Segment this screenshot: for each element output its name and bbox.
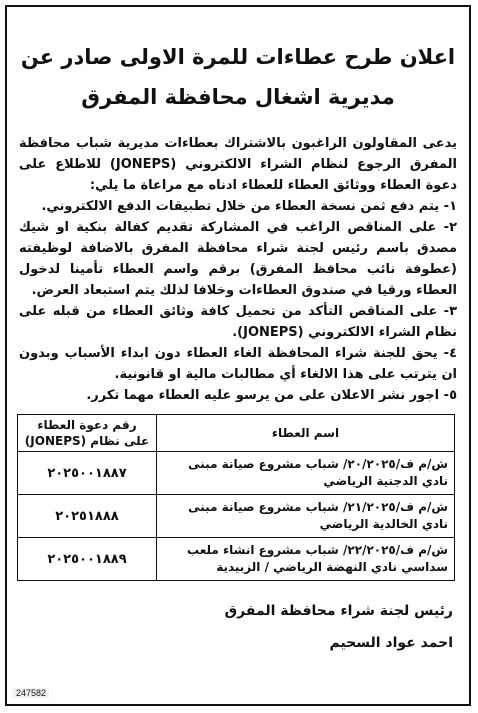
- conditions-list: [19, 196, 457, 406]
- condition-item: ٥- اجور نشر الاعلان على من يرسو عليه العطاء مهما تكرر.: [86, 388, 457, 403]
- table-row: [18, 538, 455, 581]
- announcement-frame: [5, 5, 471, 706]
- condition-item: ١- يتم دفع ثمن نسخة العطاء من خلال تطبيقات الدفع الالكتروني.: [41, 199, 457, 214]
- condition-item: ٣- على المناقص التأكد من تحميل كافة وثائق العطاء من قبله على نظام الشراء الالكتروني (JONEPS).: [19, 304, 457, 340]
- tender-name: ش/م ف/٢٢/٢٠٢٥/ شباب مشروع انشاء ملعب سداسي نادي النهضة الرياضي / الزبيدية: [157, 538, 455, 581]
- table-header-row: [18, 415, 455, 452]
- intro-paragraph: يدعى المقاولون الراغبون بالاشتراك بعطاءات مديرية شباب محافظة المفرق الرجوع لنظام الشراء الالكتروني (JONEPS) للاطلاع على دعوة العطاء ووثائق العطاء للعطاء ادناه مع مراعاة ما يلي:: [19, 136, 457, 193]
- tender-number: ٢٠٢٥٠٠١٨٨٩: [18, 538, 157, 581]
- table-row: [18, 452, 455, 495]
- tender-name: ش/م ف/٢١/٢٠٢٥/ شباب مشروع صيانة مبنى نادي الخالدية الرياضي: [157, 495, 455, 538]
- announcement-title: [15, 37, 461, 117]
- condition-item: ٤- يحق للجنة شراء المحافظة الغاء العطاء دون ابداء الأسباب وبدون ان يترتب على هذا الالغاء أي مطالبات مالية او قانونية.: [19, 346, 457, 382]
- tender-name: ش/م ف/٢٠/٢٠٢٥/ شباب مشروع صيانة مبنى نادي الدجنية الرياضي: [157, 452, 455, 495]
- header-tender-number: رقم دعوة العطاء على نظام (JONEPS): [18, 415, 157, 452]
- signature-role: رئيس لجنة شراء محافظة المفرق: [224, 603, 453, 619]
- header-tender-name: اسم العطاء: [157, 415, 455, 452]
- tender-number: ٢٠٢٥١٨٨٨: [18, 495, 157, 538]
- tenders-table: [17, 414, 455, 581]
- title-line-2: مديرية اشغال محافظة المفرق: [81, 85, 395, 109]
- condition-item: ٢- على المناقص الراغب في المشاركة تقديم كفالة بنكية او شيك مصدق باسم رئيس لجنة شراء محافظة المفرق بالاضافة لوظيفته (عطوفة نائب محافظ المفرق) برقم واسم العطاء تأمينا لدخول العطاء ورقيا في صندوق العطاءات وخلافا لذلك يتم استبعاد العرض.: [19, 220, 457, 298]
- title-line-1: اعلان طرح عطاءات للمرة الاولى صادر عن: [20, 45, 456, 69]
- table-row: [18, 495, 455, 538]
- ad-number: 247582: [13, 688, 49, 698]
- signature-name: احمد عواد السحيم: [329, 635, 453, 651]
- tender-number: ٢٠٢٥٠٠١٨٨٧: [18, 452, 157, 495]
